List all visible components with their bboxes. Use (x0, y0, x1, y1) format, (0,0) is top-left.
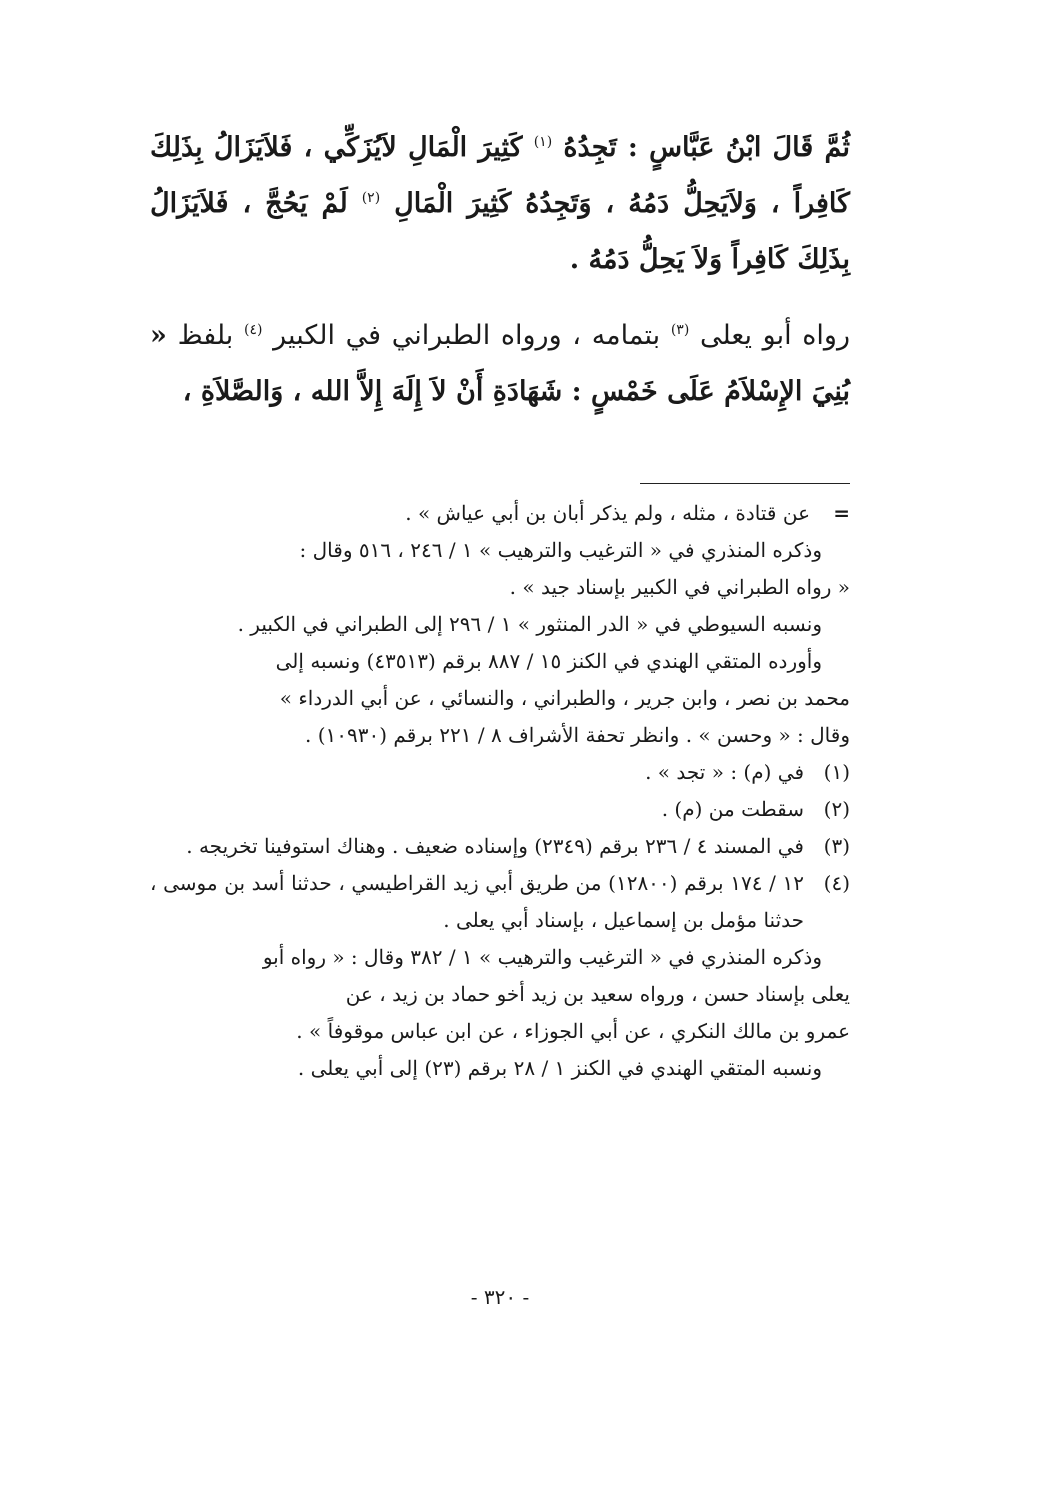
footnote-2 (150, 791, 850, 828)
footnote-4 (150, 865, 850, 939)
text-segment: رواه أبو يعلى (699, 320, 851, 351)
book-page (150, 120, 850, 1450)
footnote-continuation-line: وأورده المتقي الهندي في الكنز ١٥ / ٨٨٧ برقم (٤٣٥١٣) ونسبه إلى (275, 649, 822, 673)
footnote-ref-2: (٢) (361, 190, 381, 206)
text-segment: ثُمَّ قَالَ ابْنُ عَبَّاسٍ : تَجِدُهُ (563, 132, 851, 163)
footnote-ref-3: (٣) (670, 322, 690, 338)
footnote-text: سقطت من (م) . (661, 797, 804, 821)
hadith-quote: « بُنِيَ الإِسْلاَمُ عَلَى خَمْسٍ : شَهَادَةِ أَنْ لاَ إِلَهَ إِلاَّ الله ، وَالصَّلاَةِ ، (150, 320, 850, 407)
narration-paragraph (150, 308, 850, 420)
page-number: - ٣٢٠ - (470, 1285, 530, 1309)
footnote-tail-line: عمرو بن مالك النكري ، عن أبي الجوزاء ، عن ابن عباس موقوفاً » . (296, 1019, 850, 1043)
footnote-text: ١٢ / ١٧٤ برقم (١٢٨٠٠) من طريق أبي زيد القراطيسي ، حدثنا أسد بن موسى ، حدثنا مؤمل بن إسماعيل ، بإسناد أبي يعلى . (150, 871, 805, 932)
footnote-number: (٢) (823, 797, 850, 821)
footnote-continuation-line: محمد بن نصر ، وابن جرير ، والطبراني ، والنسائي ، عن أبي الدرداء » (279, 686, 850, 710)
text-segment: بتمامه ، ورواه الطبراني في الكبير (273, 320, 661, 351)
footnote-number: (٤) (823, 871, 850, 895)
footnote-tail-line: وذكره المنذري في « الترغيب والترهيب » ١ / ٣٨٢ وقال : « رواه أبو (262, 945, 822, 969)
text-segment: كَثِيرَ الْمَالِ لاَيُزَكِّي ، فَلاَيَزَالُ بِذَلِكَ كَافِراً ، وَلاَيَحِلُّ دَمُهُ ، وَتَجِدُهُ كَثِيرَ الْمَالِ (150, 132, 850, 219)
footnote-continuation-line: =عن قتادة ، مثله ، ولم يذكر أبان بن أبي عياش » . (150, 495, 850, 532)
footnote-1 (150, 754, 850, 791)
main-text (150, 120, 850, 420)
footnote-number: (١) (823, 760, 850, 784)
footnote-tail-line: ونسبه المتقي الهندي في الكنز ١ / ٢٨ برقم (٢٣) إلى أبي يعلى . (297, 1056, 822, 1080)
hadith-paragraph (150, 120, 850, 288)
footnote-ref-4: (٤) (244, 322, 263, 338)
footnote-number: (٣) (823, 834, 850, 858)
footnote-continuation-line: وذكره المنذري في « الترغيب والترهيب » ١ / ٢٤٦ ، ٥١٦ وقال : (299, 538, 822, 562)
footnote-text: في المسند ٤ / ٢٣٦ برقم (٢٣٤٩) وإسناده ضعيف . وهناك استوفينا تخريجه . (186, 834, 804, 858)
continuation-marker: = (833, 501, 850, 525)
text-segment: لَمْ يَحُجَّ ، فَلاَيَزَالُ بِذَلِكَ كَافِراً وَلاَ يَحِلُّ دَمُهُ . (150, 188, 850, 275)
footnote-ref-1: (١) (533, 134, 553, 150)
text-segment: بلفظ (177, 320, 234, 351)
footnote-continuation-line: « رواه الطبراني في الكبير بإسناد جيد » . (509, 575, 850, 599)
footnotes-section (150, 495, 850, 1087)
footnote-continuation-line: ونسبه السيوطي في « الدر المنثور » ١ / ٢٩٦ إلى الطبراني في الكبير . (237, 612, 822, 636)
footnote-separator (640, 483, 850, 484)
footnote-tail-line: يعلى بإسناد حسن ، ورواه سعيد بن زيد أخو حماد بن زيد ، عن (345, 982, 850, 1006)
footnote-text: في (م) : « تجد » . (645, 760, 804, 784)
footnote-3 (150, 828, 850, 865)
footnote-continuation-line: وقال : « وحسن » . وانظر تحفة الأشراف ٨ / ٢٢١ برقم (١٠٩٣٠) . (305, 723, 850, 747)
